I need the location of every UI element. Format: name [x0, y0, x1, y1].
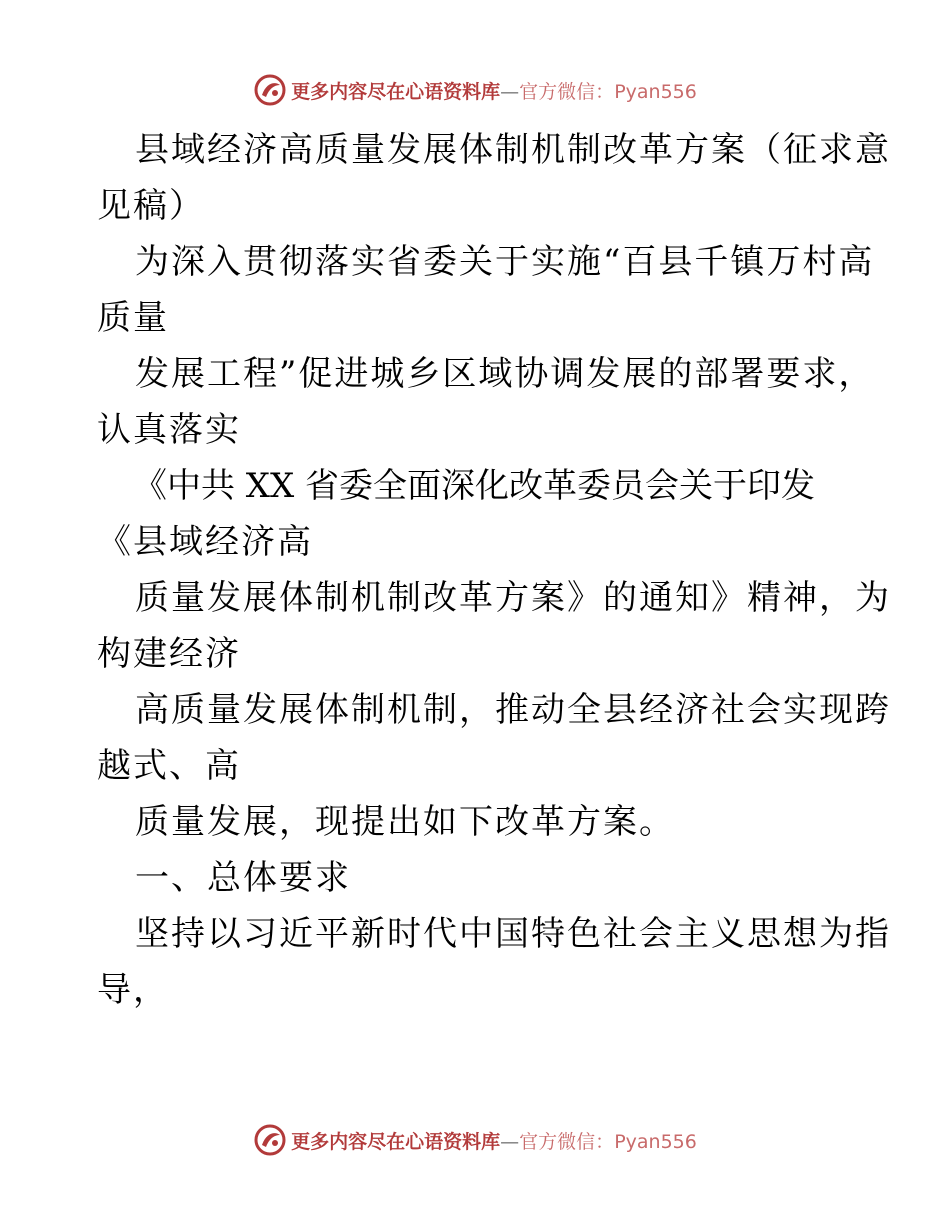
- paragraph-line: 《中共 XX 省委全面深化改革委员会关于印发: [133, 466, 816, 506]
- footer-separator: —: [500, 1130, 520, 1153]
- header-banner-text: [291, 77, 697, 104]
- paragraph-line: 构建经济: [97, 634, 241, 674]
- brand-logo-icon: [253, 73, 287, 107]
- paragraph-line: 质量: [97, 298, 169, 338]
- header-separator: —: [500, 80, 520, 103]
- section-heading: 一、总体要求: [135, 858, 351, 898]
- footer-wechat-id: Pyan556: [614, 1130, 697, 1153]
- header-banner: [0, 70, 950, 110]
- header-wechat-label: 官方微信：: [519, 80, 615, 103]
- paragraph-line: 《县域经济高: [97, 522, 313, 562]
- footer-brand: 更多内容尽在心语资料库: [291, 1130, 501, 1153]
- paragraph-line: 认真落实: [97, 410, 241, 450]
- header-brand: 更多内容尽在心语资料库: [291, 80, 501, 103]
- doc-title-line-1: 县域经济高质量发展体制机制改革方案（征求意: [135, 130, 891, 170]
- paragraph-line: 导，: [97, 970, 169, 1010]
- paragraph-line: 质量发展体制机制改革方案》的通知》精神，为: [135, 578, 891, 618]
- paragraph-line: 越式、高: [97, 746, 241, 786]
- brand-logo-icon: [253, 1123, 287, 1157]
- paragraph-line: 质量发展，现提出如下改革方案。: [135, 802, 675, 842]
- paragraph-line: 发展工程”促进城乡区域协调发展的部署要求，: [135, 354, 875, 394]
- paragraph-line: 为深入贯彻落实省委关于实施“百县千镇万村高: [135, 242, 875, 282]
- header-wechat-id: Pyan556: [614, 80, 697, 103]
- paragraph-line: 坚持以习近平新时代中国特色社会主义思想为指: [135, 914, 891, 954]
- doc-title-line-2: 见稿）: [97, 186, 205, 226]
- footer-wechat-label: 官方微信：: [519, 1130, 615, 1153]
- footer-banner-text: [291, 1127, 697, 1154]
- paragraph-line: 高质量发展体制机制，推动全县经济社会实现跨: [135, 690, 891, 730]
- document-body: [97, 122, 891, 1018]
- footer-banner: [0, 1120, 950, 1160]
